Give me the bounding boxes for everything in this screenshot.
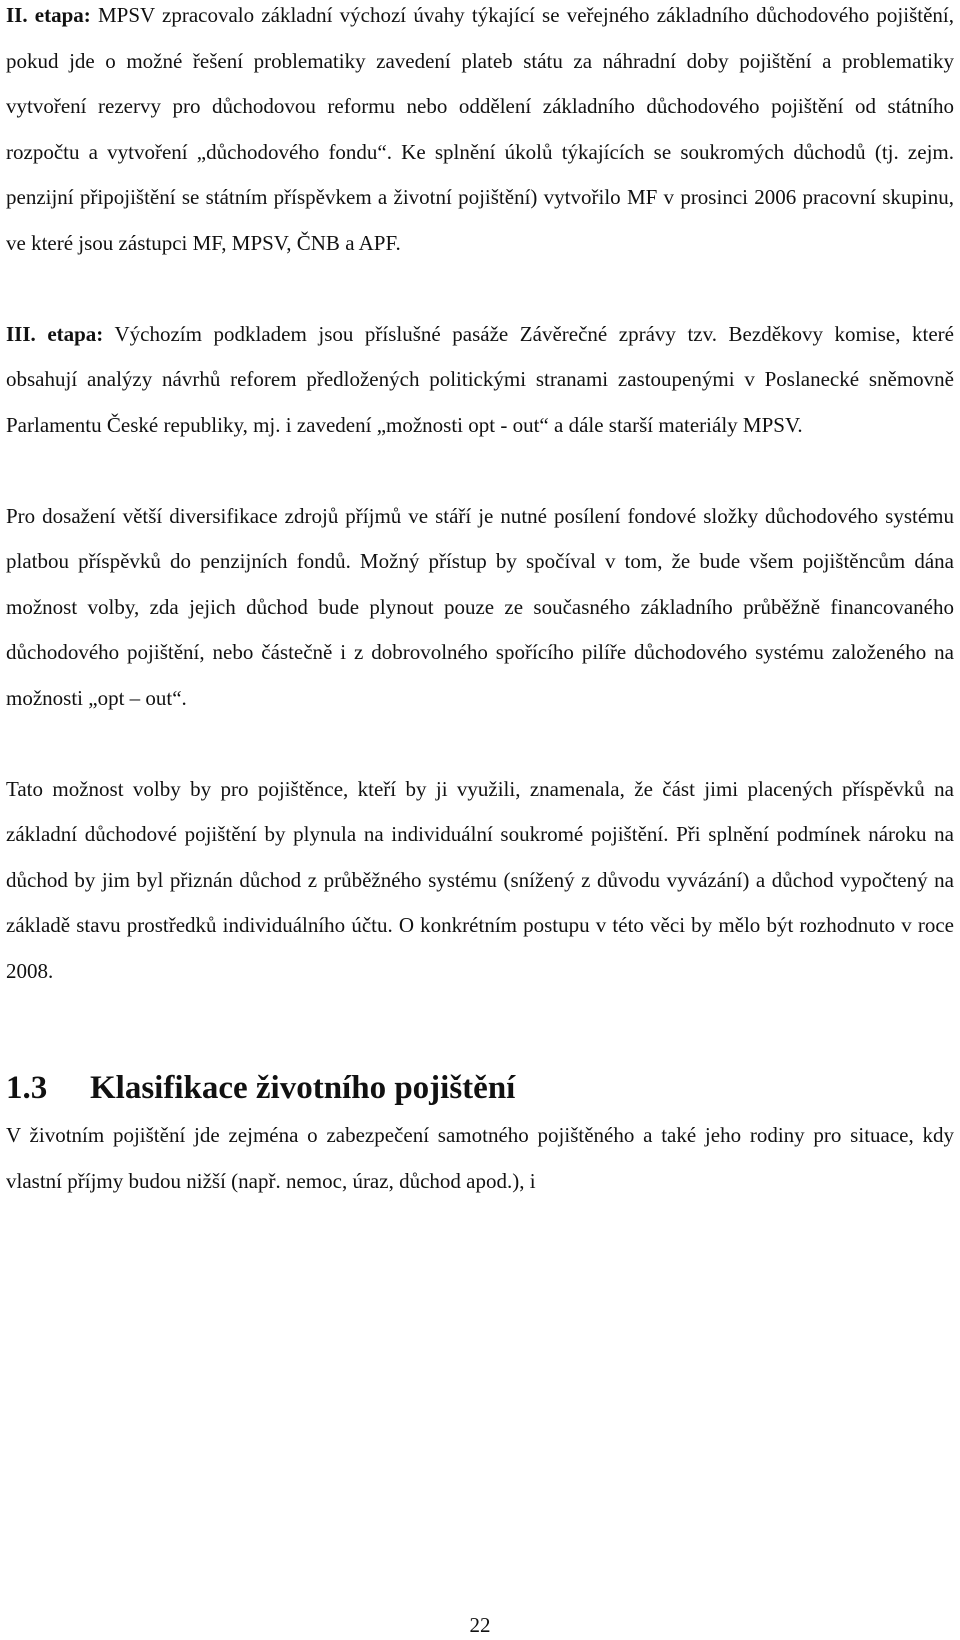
document-page [6,0,954,1204]
section-title: Klasifikace životního pojištění [90,1070,516,1106]
paragraph-etapa-3 [6,312,954,449]
paragraph-lead: II. etapa: [6,3,91,27]
page-number: 22 [469,1613,491,1637]
paragraph-text: Výchozím podkladem jsou příslušné pasáže Závěrečné zprávy tzv. Bezděkovy komise, které obsahují analýzy návrhů reforem předložených politickými stranami zastoupenými v Poslanecké sněmovně Parlamentu České republiky, mj. i zavedení „možnosti opt - out“ a dále starší materiály MPSV. [6,321,954,437]
paragraph-diversification [6,494,954,722]
paragraph-section-intro [6,1113,954,1204]
paragraph-lead: III. etapa: [6,321,104,346]
paragraph-text: V životním pojištění jde zejména o zabezpečení samotného pojištěného a také jeho rodiny pro situace, kdy vlastní příjmy budou nižší (např. nemoc, úraz, důchod apod.), i [6,1123,954,1193]
paragraph-choice [6,767,954,995]
section-number: 1.3 [6,1070,48,1106]
section-heading [6,1068,954,1108]
paragraph-text: MPSV zpracovalo základní výchozí úvahy týkající se veřejného základního důchodového pojištění, pokud jde o možné řešení problematiky zavedení plateb státu za náhradní doby pojištění a problematiky vytvoření rezervy pro důchodovou reformu nebo oddělení základního důchodového pojištění od státního rozpočtu a vytvoření „důchodového fondu“. Ke splnění úkolů týkajících se soukromých důchodů (tj. zejm. penzijní připojištění se státním příspěvkem a životní pojištění) vytvořilo MF v prosinci 2006 pracovní skupinu, ve které jsou zástupci MF, MPSV, ČNB a APF. [6,3,954,255]
paragraph-etapa-2 [6,0,954,266]
paragraph-text: Tato možnost volby by pro pojištěnce, kteří by ji využili, znamenala, že část jimi placených příspěvků na základní důchodové pojištění by plynula na individuální soukromé pojištění. Při splnění podmínek nároku na důchod by jim byl přiznán důchod z průběžného systému (snížený z důvodu vyvázání) a důchod vypočtený na základě stavu prostředků individuálního účtu. O konkrétním postupu v této věci by mělo být rozhodnuto v roce 2008. [6,776,954,983]
paragraph-text: Pro dosažení větší diversifikace zdrojů příjmů ve stáří je nutné posílení fondové složky důchodového systému platbou příspěvků do penzijních fondů. Možný přístup by spočíval v tom, že bude všem pojištěncům dána možnost volby, zda jejich důchod bude plynout pouze ze současného základního průběžně financovaného důchodového pojištění, nebo částečně i z dobrovolného spořícího pilíře důchodového systému založeného na možnosti „opt – out“. [6,503,954,710]
